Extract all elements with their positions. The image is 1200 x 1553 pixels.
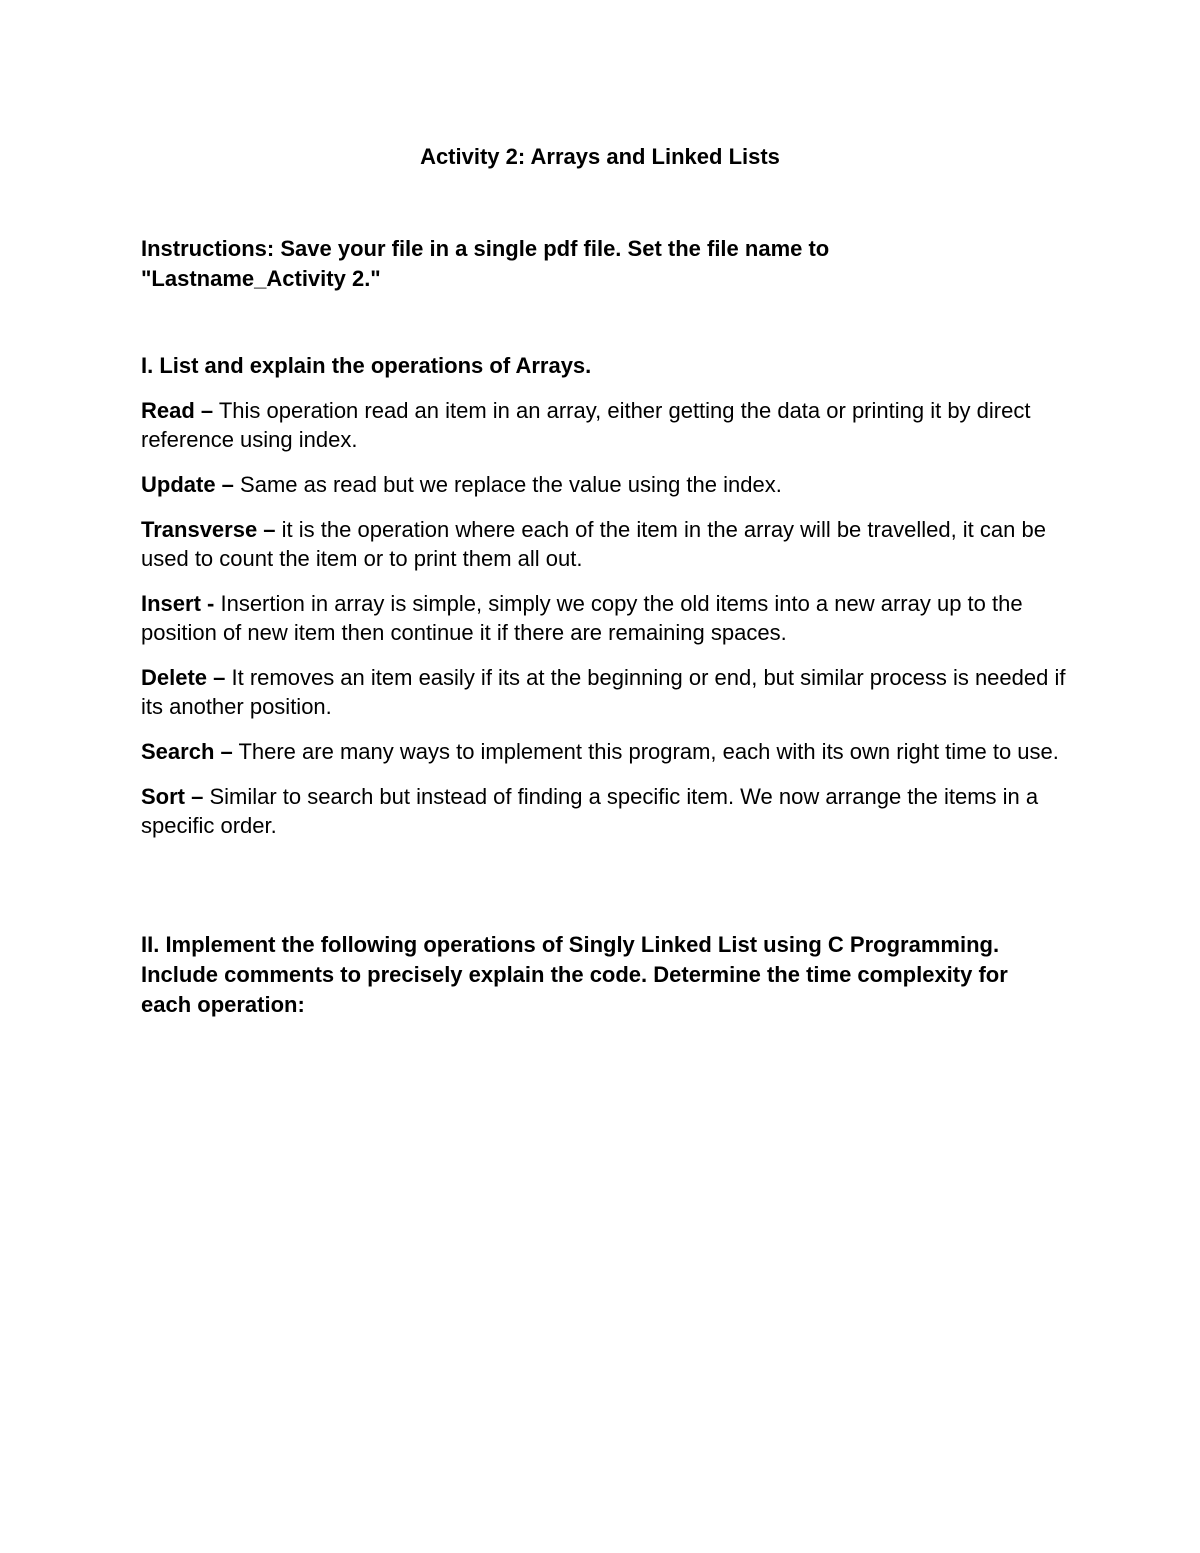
- operation-term: Search –: [141, 739, 233, 764]
- instructions-text: Instructions: Save your file in a single pdf file. Set the file name to "Lastname_Activity 2.": [141, 236, 830, 291]
- section-1-heading: I. List and explain the operations of Arrays.: [141, 353, 592, 378]
- operation-term: Read –: [141, 398, 214, 423]
- operation-description: Insertion in array is simple, simply we copy the old items into a new array up to the position of new item then continue it if there are remaining spaces.: [141, 591, 1023, 645]
- operation-description: Similar to search but instead of finding a specific item. We now arrange the items in a specific order.: [141, 784, 1039, 838]
- operation-description: This operation read an item in an array, either getting the data or printing it by direct reference using index.: [141, 398, 1031, 452]
- operation-description: There are many ways to implement this program, each with its own right time to use.: [232, 739, 1059, 764]
- operation-transverse: [141, 515, 1066, 573]
- operation-term: Insert -: [141, 591, 215, 616]
- operation-term: Update –: [141, 472, 234, 497]
- operation-sort: [141, 782, 1066, 840]
- array-operations-list: [141, 396, 1066, 856]
- section-2-heading: II. Implement the following operations of Singly Linked List using C Programming. Include comments to precisely explain the code. Determine the time complexity for each operation:: [141, 932, 1008, 1017]
- operation-delete: [141, 663, 1066, 721]
- operation-read: [141, 396, 1066, 454]
- operation-description: Same as read but we replace the value using the index.: [233, 472, 782, 497]
- operation-search: [141, 737, 1066, 766]
- operation-description: it is the operation where each of the item in the array will be travelled, it can be used to count the item or to print them all out.: [141, 517, 1046, 571]
- operation-insert: [141, 589, 1066, 647]
- operation-description: It removes an item easily if its at the beginning or end, but similar process is needed if its another position.: [141, 665, 1066, 719]
- operation-term: Sort –: [141, 784, 204, 809]
- operation-term: Transverse –: [141, 517, 276, 542]
- operation-update: [141, 470, 1066, 499]
- operation-term: Delete –: [141, 665, 226, 690]
- document-title: Activity 2: Arrays and Linked Lists: [420, 144, 780, 169]
